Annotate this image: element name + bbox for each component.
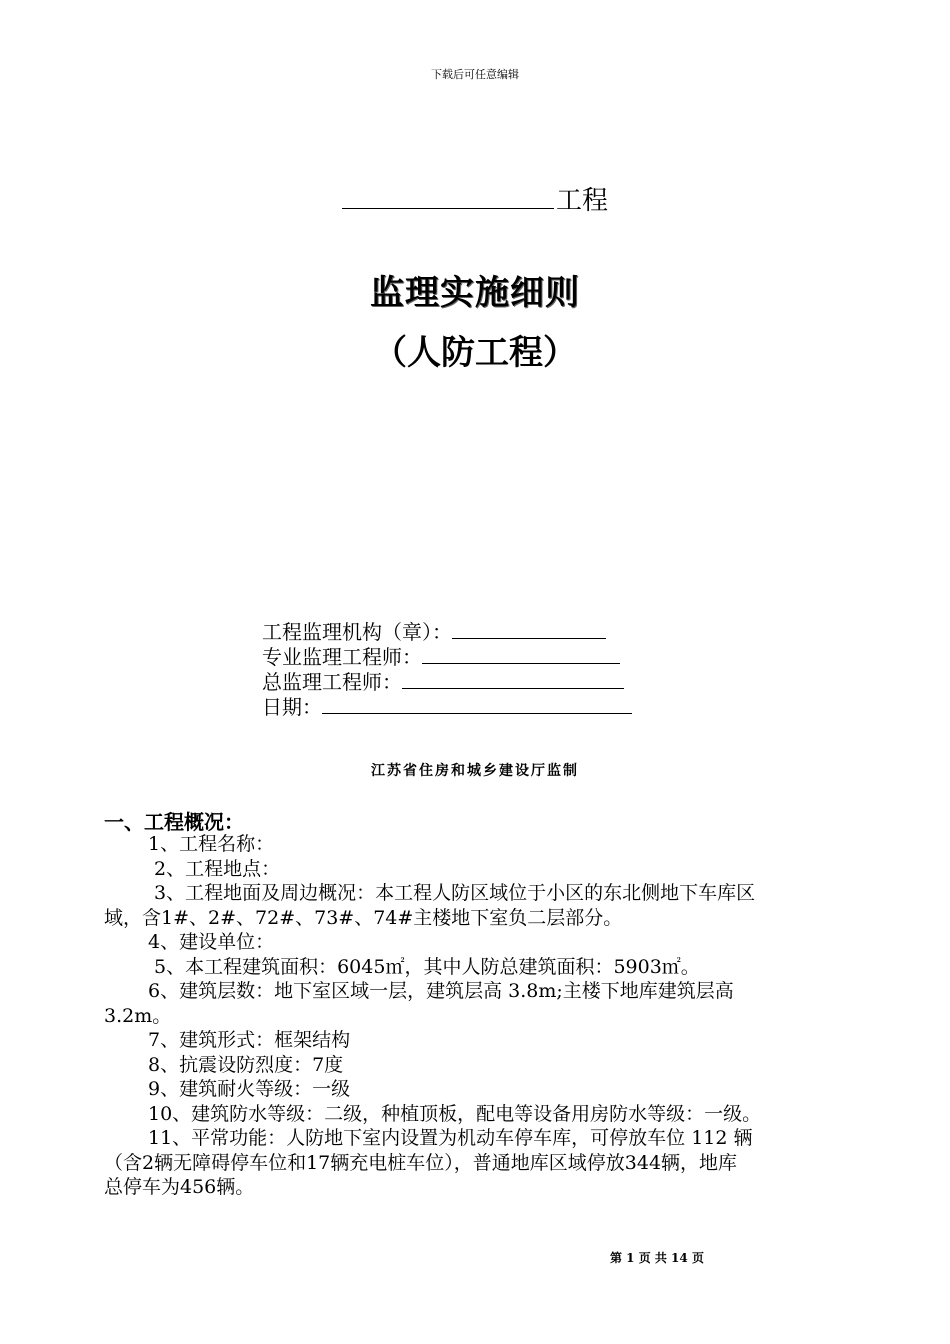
signature-label: 总监理工程师： (262, 670, 402, 694)
signature-row-agency (262, 618, 606, 644)
signature-label: 专业监理工程师： (262, 645, 422, 669)
body-line-floors-cont: 3.2m。 (104, 1004, 172, 1027)
signature-blank (422, 643, 620, 664)
signature-blank (452, 618, 606, 639)
body-line-name: 1、工程名称： (148, 833, 275, 855)
body-line-location: 2、工程地点： (154, 857, 281, 880)
project-name-blank (342, 184, 554, 209)
signature-row-date (262, 693, 632, 719)
signature-label: 日期： (262, 695, 322, 719)
body-line-function-cont: （含2辆无障碍停车位和17辆充电桩车位），普通地库区域停放344辆，地库 (104, 1151, 738, 1174)
body-line-surroundings-cont: 域，含1#、2#、72#、73#、74#主楼地下室负二层部分。 (104, 906, 623, 929)
body-line-waterproof: 10、建筑防水等级：二级，种植顶板，配电等设备用房防水等级：一级。 (148, 1102, 762, 1125)
page-number: 第 1 页 共 14 页 (610, 1251, 704, 1265)
signature-row-specialist (262, 643, 620, 669)
project-suffix: 工程 (555, 186, 608, 216)
signature-blank (322, 693, 632, 714)
body-line-structure: 7、建筑形式：框架结构 (148, 1029, 351, 1051)
signature-blank (402, 668, 624, 689)
body-line-function: 11、平常功能：人防地下室内设置为机动车停车库，可停放车位 112 辆 (148, 1127, 753, 1149)
body-line-surroundings: 3、工程地面及周边概况：本工程人防区域位于小区的东北侧地下车库区 (154, 882, 756, 904)
body-line-seismic: 8、抗震设防烈度：7度 (148, 1053, 344, 1076)
issuer-line: 江苏省住房和城乡建设厅监制 (371, 763, 579, 779)
project-name-line (0, 180, 950, 217)
body-line-floors: 6、建筑层数：地下室区域一层，建筑层高 3.8m;主楼下地库建筑层高 (148, 980, 734, 1002)
document-title: 监理实施细则 (370, 273, 580, 313)
signature-row-chief (262, 668, 624, 694)
body-line-area: 5、本工程建筑面积：6045㎡，其中人防总建筑面积：5903㎡。 (154, 955, 700, 978)
header-note: 下载后可任意编辑 (431, 68, 519, 81)
body-line-fire-rating: 9、建筑耐火等级：一级 (148, 1078, 351, 1100)
body-line-owner: 4、建设单位： (148, 931, 275, 953)
section-heading: 一、工程概况： (104, 810, 244, 834)
body-line-function-cont2: 总停车为456辆。 (104, 1176, 255, 1198)
document-subtitle: （人防工程） (373, 333, 577, 373)
signature-label: 工程监理机构（章）： (262, 620, 452, 644)
section-body (104, 832, 878, 1200)
